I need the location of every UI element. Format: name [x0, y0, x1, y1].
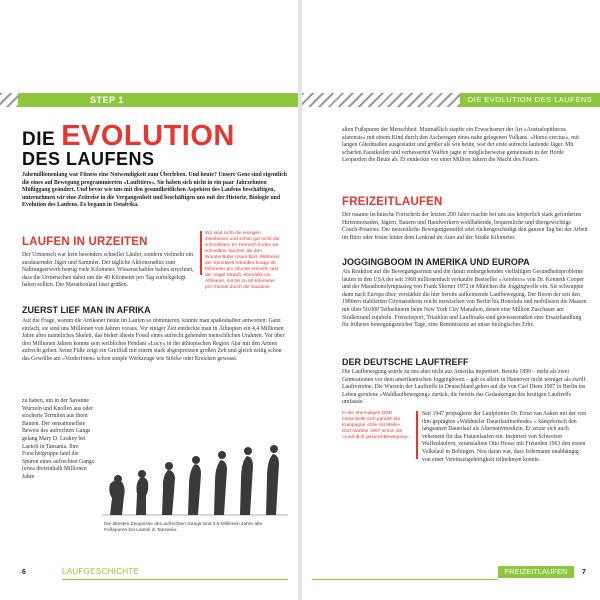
heading-lauftreff: DER DEUTSCHE LAUFTREFF [342, 357, 469, 367]
footer-rule-right [312, 579, 498, 580]
lauftreff-paragraph: Die Laufbewegung wurde zu uns aber nicht aus Amerika importiert. Bereits 1899 – mehr als zwei Generationen vor dem amerikanischen Joggingboom – gab es allein in Hannover nicht weniger als zwölf Lauftvereine. Die Wurzeln der Lauftreffs in Deutschland gehen auf die von Carl Diem 1907 in Berlin ins Leben gerufene »Waldlaufbewegung« zurück, die bereits das Gedankengut des heutigen Lauftreffs umfasste. [342, 369, 586, 406]
chapter-subtitle: DES LAUFENS [22, 149, 155, 169]
intro-paragraph: Jahrmillionenlang war Fitness eine Notwendigkeit zum Überleben. Und heute? Unsere Gene sind eigentlich die eines auf Bewegung programmierten »Laufttiers«. Sie haben sich nicht in ein paar Jahrzehnten Müßiggang geändert. Und bevor wir uns mit den gesundheitlichen Aspekten des Laufens beschäftigen, unternehmen wir eine Zeitreise in die Vergangenheit und beschäftigen uns mit der Historie, Biologie und Evolution des Laufens. Es begann in Ostafrika. [22, 172, 287, 209]
urzeiten-paragraph: Der Urmensch war kein besonders schneller Läufer, sondern vielmehr ein ausdauernder Jäger und Sammler. Der tägliche Aktionsradius zum Nahrungserwerb betrug viele Kilometer. Wissenschaftler haben errechnet, dass die Urmenschen dabei um die 40 Kilometer pro Tag zurückgelegt haben sollten. Der Marathonlauf lässt grüßen. [22, 252, 194, 289]
afrika-paragraph: Auf die Frage, warum die Afrikaner heute im Laufen so dominieren, könnte man spaßeshalber antworten: Ganz einfach, sie sind uns Millionen von Jahren voraus. Vor einiger Zeit entdeckte man in Äthiopien ein 4,4 Millionen Jahre altes männliches Skelett, das bisher älteste Fossil eines aufrecht gehenden menschlichen Urahnen. Vor über drei Millionen Jahren konnte sein weibliches Pendant »Lucy« in der äthiopischen Region Afar mit den Armen aufrecht gehen. Seine Füße zeigt ein Greiffuß mit einem stark abgespreizten großen Zeh und gleich zeitig schon das Gewölbe am »Vorderfoten« schon simple Werkzeuge wie Stöcke oder Knochen gewusst. [22, 318, 285, 362]
evolution-illustration [102, 432, 288, 518]
footer-label-right: FREIZEITLAUFEN [498, 566, 574, 578]
illustration-caption: Die ältesten Zeugnisse des aufrechten Gangs sind 3,5 Millionen Jahre alte Fußspuren bei Laetoli in Tansania. [104, 522, 263, 534]
heading-freizeit: FREIZEITLAUFEN [342, 196, 443, 208]
side-note: In der ehemaligen DDR entwickelte sich parallel die Kampagne »Eile mit Meile«. Dort startete 1967 schon die »Lauf-dich-gesund-Bewegung«. [342, 411, 411, 440]
page-number-left: 6 [22, 569, 26, 576]
heading-afrika: ZUERST LIEF MAN IN AFRIKA [22, 305, 151, 315]
header-stripes-right [302, 93, 460, 107]
left-page [0, 0, 298, 600]
heading-urzeiten: LAUFEN IN URZEITEN [22, 236, 148, 248]
page-number-right: 7 [582, 569, 586, 576]
header-stripes [0, 93, 18, 107]
right-page [302, 0, 600, 600]
sidebar-rule [200, 231, 202, 275]
step-label: STEP 1 [90, 95, 124, 105]
section-header-label: DIE EVOLUTION DES LAUFENS [467, 95, 593, 104]
lauftreff-paragraph-2: Seit 1947 propagierte der Laufpionier Dr. Ernst van Aaken mit der von ihm geprägten »Waldnieler Dauerlaufmethode« « kämpferisch den langsamen Dauerlauf als Alternativmedizin. Er setzte sich auch vehement für das Frauenlaufen ein. Inspiriert von Schweizer Waffenläufern, veranstaltete Otto Hosse mit Freunden 1963 den ersten Volkslauf in Bobingen. Neu daran war, dass Jedermann unabhängig von einer Vereinszugehörigkeit teilnehmen konnte. [422, 411, 587, 463]
section-header-bar [460, 93, 600, 107]
afrika-narrow-paragraph: zu haben, um in der Savanne Wurzeln und Knollen aus oder stocherte Termiten aus ihren Bauten. Der sensationellste Beweis des aufrechten Gangs gelang Mary D. Leakey bei Laetoli in Tansania. Ihre Forschergruppe fand die Spuren eines aufrechten Gangs (etwa dreieinhalb Millionen Jahre [22, 398, 94, 480]
sidebar-note: Wir sind nicht die einzigen Zweibeiner und schon gar nicht die schnellsten. Im Tierreich finden wir schnellere Sprinter als den Wunderläufer Usain Bolt. Während der Sprintwelt rekordler knapp 38 Kilometer pro Stunde erreicht, rast der Vogel Strauß, ebenfalls ein Afrikaner, mit bis zu 60 Kilometer pro Stunde durch die Savanne. [205, 231, 280, 290]
freizeit-paragraph: Der rasante technische Fortschritt der letzten 200 Jahre machte bei uns aus körperlich stark geforderten Hirtenmonaden, Jägern, Bauern und Handwerkern wohlhabende, bequemliche und übergewichtige Couch-Potatoes. Der neuzeitliche Bewegungsmuffel sitzt rückengeschädigt den ganzen Tag bei der Arbeit im Büro oder fristet hinter dem Lenkrad im Auto auf der Straße Kilometer. [342, 212, 588, 241]
footer-rule-left [62, 579, 288, 580]
heading-jogging: JOGGINGBOOM IN AMERIKA UND EUROPA [342, 257, 530, 267]
title-main: EVOLUTION [61, 120, 235, 152]
jogging-paragraph: Als Reaktion auf die Bewegungsarmut und die damit einhergehenden vielfältigen Gesundheitsprobleme läuten in den USA der seit 1968 millionenfach verkaufte Bestseller »Aerobics« von Dr. Kenneth Cooper und der Marathonolympiasieg von Frank Shorter 1972 in München die Joggingwelle ein. Sie schwappte dann nach Europa über, verstärkte die hier bereits aufkeimende Laufbewegung. Der Boom der seit den 1980ern etablierten Citymarathons reicht inzwischen von Berlin bis Honolulu und mobilisiert die Massen mit über 50.000 Teilnehmern beim New York City Marathon, denen eine Million Zuschauer am Straßenrand zujubeln. Freizeitsport, Triathlon und Lauffreaks sind gewissermaßen eine Ersatzhandlung für früheres bewegungsreicher Tage, eine Reminiszenz an unser biologisches Erbe. [342, 269, 587, 329]
footer-label-left: LAUFGESCHICHTE [62, 567, 140, 576]
right-top-paragraph: alten Fußspuren der Menschheit. Mutmaßlich stapfte ein Erwachsener der Art »Australopithecus afarensis« mit einem Kind durch den Ascheregen eines nahe gelegenen Vulkans. »Homo erectus«, mit langen Gliedmaßen ausgestattet und größer als wie heute, war der erste aufrecht laufende Jäger. Mit scharfen Faustkeilen und verbesserten Waffen jagte er möglicherweise gemeinsam in der Horde Leoparden die Beute ab. Er entdeckte vor einer Million Jahren die Macht des Feuers. [342, 127, 579, 164]
step-header-bar [18, 93, 298, 107]
title-prefix: DIE [22, 129, 56, 150]
side-note-rule [416, 411, 418, 459]
